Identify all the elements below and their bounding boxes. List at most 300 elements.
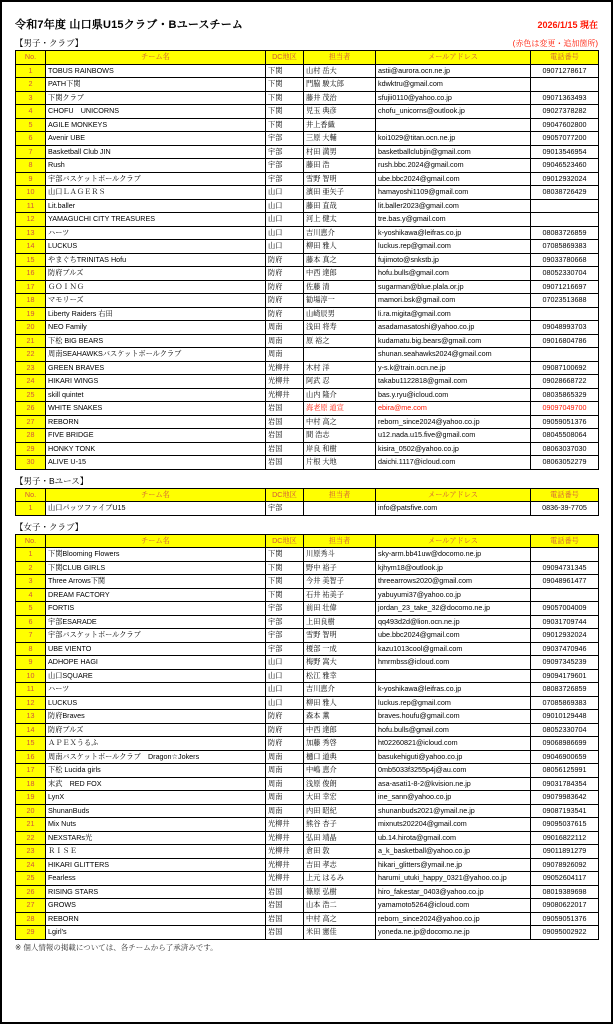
table-row: [16, 858, 599, 872]
cell-contact: 三原 大輔: [304, 132, 376, 146]
cell-team: Lit.baller: [46, 199, 266, 213]
cell-district: 光柳井: [266, 388, 304, 402]
cell-email: hmrmbss@icloud.com: [376, 656, 531, 670]
cell-district: 山口: [266, 186, 304, 200]
cell-district: 宇部: [266, 615, 304, 629]
cell-phone: 09048961477: [531, 575, 599, 589]
cell-email: qq493d2d@lion.ocn.ne.jp: [376, 615, 531, 629]
cell-email: y-s.k@train.ocn.ne.jp: [376, 361, 531, 375]
cell-no: 29: [16, 442, 46, 456]
cell-email: asa-asati1-8-2@kvision.ne.jp: [376, 777, 531, 791]
cell-district: 宇部: [266, 642, 304, 656]
cell-phone: [531, 78, 599, 92]
cell-phone: 08056125991: [531, 764, 599, 778]
column-header: No.: [16, 534, 46, 548]
cell-contact: 藤田 直哉: [304, 199, 376, 213]
cell-email: reborn_since2024@yahoo.co.jp: [376, 912, 531, 926]
cell-district: 周南: [266, 750, 304, 764]
cell-team: LUCKUS: [46, 240, 266, 254]
table-row: [16, 669, 599, 683]
red-change-note: (赤色は変更・追加箇所): [512, 39, 598, 48]
table-row: [16, 226, 599, 240]
cell-contact: 間 浩志: [304, 429, 376, 443]
cell-email: hiro_fakestar_0403@yahoo.co.jp: [376, 885, 531, 899]
cell-no: 24: [16, 858, 46, 872]
table-row: [16, 91, 599, 105]
cell-contact: 河上 健太: [304, 213, 376, 227]
cell-email: koi1029@titan.ocn.ne.jp: [376, 132, 531, 146]
cell-team: NEXSTARs光: [46, 831, 266, 845]
cell-no: 6: [16, 132, 46, 146]
column-header: 担当者: [304, 488, 376, 502]
cell-contact: 加藤 秀啓: [304, 737, 376, 751]
cell-no: 30: [16, 456, 46, 470]
cell-district: 下関: [266, 561, 304, 575]
cell-district: 山口: [266, 213, 304, 227]
cell-no: 4: [16, 588, 46, 602]
cell-district: 光柳井: [266, 361, 304, 375]
cell-email: hofu.bulls@gmail.com: [376, 723, 531, 737]
cell-no: 17: [16, 764, 46, 778]
table-row: [16, 656, 599, 670]
table-row: [16, 750, 599, 764]
cell-district: 山口: [266, 669, 304, 683]
cell-email: asadamasatoshi@yahoo.co.jp: [376, 321, 531, 335]
table-row: [16, 926, 599, 940]
cell-contact: 山崎辰男: [304, 307, 376, 321]
cell-team: LUCKUS: [46, 696, 266, 710]
cell-team: HONKY TONK: [46, 442, 266, 456]
cell-contact: 吉川恵介: [304, 226, 376, 240]
cell-contact: 中西 達郎: [304, 723, 376, 737]
cell-district: 岩国: [266, 912, 304, 926]
table-row: [16, 777, 599, 791]
column-header: No.: [16, 51, 46, 65]
cell-phone: 09078926092: [531, 858, 599, 872]
cell-contact: 吉川恵介: [304, 683, 376, 697]
title-row: [15, 16, 598, 32]
cell-email: basketballclubjin@gmail.com: [376, 145, 531, 159]
table-row: [16, 561, 599, 575]
cell-district: 宇部: [266, 132, 304, 146]
cell-no: 12: [16, 213, 46, 227]
cell-team: ＧＯＩＮＧ: [46, 280, 266, 294]
cell-team: 末武 RED FOX: [46, 777, 266, 791]
cell-team: FORTIS: [46, 602, 266, 616]
cell-district: 光柳井: [266, 375, 304, 389]
cell-contact: 門脇 駿太郎: [304, 78, 376, 92]
cell-team: REBORN: [46, 912, 266, 926]
cell-no: 19: [16, 307, 46, 321]
table-row: [16, 845, 599, 859]
cell-team: AGILE MONKEYS: [46, 118, 266, 132]
cell-phone: 09059051376: [531, 415, 599, 429]
cell-contact: 児玉 典彦: [304, 105, 376, 119]
cell-no: 13: [16, 226, 46, 240]
cell-phone: 09027378282: [531, 105, 599, 119]
cell-contact: 上元 はるみ: [304, 872, 376, 886]
cell-no: 17: [16, 280, 46, 294]
cell-district: 宇部: [266, 172, 304, 186]
table-row: [16, 348, 599, 362]
cell-team: UBE VIENTO: [46, 642, 266, 656]
cell-no: 11: [16, 199, 46, 213]
cell-email: kudamatu.big.bears@gmail.com: [376, 334, 531, 348]
cell-email: yabuyumi37@yahoo.co.jp: [376, 588, 531, 602]
cell-email: luckus.rep@gmail.com: [376, 240, 531, 254]
cell-phone: 09028668722: [531, 375, 599, 389]
cell-no: 7: [16, 629, 46, 643]
table-row: [16, 548, 599, 562]
cell-phone: 09097345239: [531, 656, 599, 670]
cell-team: HIKARI WINGS: [46, 375, 266, 389]
cell-email: luckus.rep@gmail.com: [376, 696, 531, 710]
cell-email: lit.baller2023@gmail.com: [376, 199, 531, 213]
cell-team: 防府ブルズ: [46, 723, 266, 737]
cell-contact: 佐藤 清: [304, 280, 376, 294]
cell-team: Mix Nuts: [46, 818, 266, 832]
cell-email: kisira_0502@yahoo.co.jp: [376, 442, 531, 456]
cell-phone: [531, 213, 599, 227]
cell-no: 28: [16, 429, 46, 443]
cell-contact: 松江 雅幸: [304, 669, 376, 683]
cell-contact: 中嶋 恵介: [304, 764, 376, 778]
cell-contact: 熊谷 杏子: [304, 818, 376, 832]
cell-district: 岩国: [266, 429, 304, 443]
cell-contact: 勧場淳一: [304, 294, 376, 308]
cell-no: 11: [16, 683, 46, 697]
cell-phone: 08083726859: [531, 226, 599, 240]
cell-email: basukehiguti@yahoo.co.jp: [376, 750, 531, 764]
cell-team: 宇部バスケットボールクラブ: [46, 172, 266, 186]
cell-email: reborn_since2024@yahoo.co.jp: [376, 415, 531, 429]
cell-contact: 雪野 智明: [304, 172, 376, 186]
cell-no: 27: [16, 899, 46, 913]
cell-no: 26: [16, 402, 46, 416]
cell-email: [376, 118, 531, 132]
cell-team: 下松 BIG BEARS: [46, 334, 266, 348]
table-row: [16, 737, 599, 751]
table-row: [16, 723, 599, 737]
cell-team: TOBUS RAINBOWS: [46, 64, 266, 78]
cell-no: 6: [16, 615, 46, 629]
cell-team: ハーツ: [46, 683, 266, 697]
as-of-date: 2026/1/15 現在: [537, 20, 598, 30]
cell-district: 光柳井: [266, 872, 304, 886]
cell-email: sky-arm.bb41uw@docomo.ne.jp: [376, 548, 531, 562]
cell-no: 8: [16, 642, 46, 656]
cell-district: 宇部: [266, 629, 304, 643]
cell-no: 23: [16, 361, 46, 375]
cell-district: 周南: [266, 764, 304, 778]
cell-district: 下関: [266, 575, 304, 589]
cell-phone: 09012932024: [531, 629, 599, 643]
table-row: [16, 145, 599, 159]
cell-no: 19: [16, 791, 46, 805]
cell-no: 28: [16, 912, 46, 926]
cell-contact: 中西 達郎: [304, 267, 376, 281]
cell-contact: 山本 浩二: [304, 899, 376, 913]
table-row: [16, 764, 599, 778]
cell-team: 防府ブルズ: [46, 267, 266, 281]
section-head-mens-club: [15, 37, 598, 49]
table-row: [16, 502, 599, 516]
cell-team: ＡＰＥＸうるふ: [46, 737, 266, 751]
table-row: [16, 629, 599, 643]
cell-contact: 川原秀斗: [304, 548, 376, 562]
table-row: [16, 118, 599, 132]
cell-contact: 浅田 将寿: [304, 321, 376, 335]
cell-contact: 今井 美智子: [304, 575, 376, 589]
cell-team: マモリーズ: [46, 294, 266, 308]
cell-district: 宇部: [266, 145, 304, 159]
cell-contact: 柳田 雅人: [304, 240, 376, 254]
cell-phone: 09031709744: [531, 615, 599, 629]
mens-byouth-table: [15, 488, 598, 516]
section-head-mens-byouth: [15, 475, 598, 487]
header-row: [16, 534, 599, 548]
cell-contact: 山村 岳大: [304, 64, 376, 78]
cell-phone: 09080622017: [531, 899, 599, 913]
cell-phone: 09087100692: [531, 361, 599, 375]
table-row: [16, 683, 599, 697]
cell-no: 20: [16, 321, 46, 335]
cell-phone: 08052330704: [531, 723, 599, 737]
cell-district: 下関: [266, 118, 304, 132]
cell-team: DREAM FACTORY: [46, 588, 266, 602]
cell-phone: 09094731345: [531, 561, 599, 575]
cell-district: 防府: [266, 280, 304, 294]
cell-district: 岩国: [266, 926, 304, 940]
cell-district: 防府: [266, 267, 304, 281]
mens-club-table: [15, 50, 598, 470]
cell-phone: 09033780668: [531, 253, 599, 267]
cell-no: 14: [16, 240, 46, 254]
cell-no: 29: [16, 926, 46, 940]
cell-district: 下関: [266, 588, 304, 602]
cell-email: ine_sann@yahoo.co.jp: [376, 791, 531, 805]
cell-phone: 07085869383: [531, 696, 599, 710]
cell-email: hamayoshi1109@gmail.com: [376, 186, 531, 200]
cell-team: 山口SQUARE: [46, 669, 266, 683]
cell-email: threearrows2020@gmail.com: [376, 575, 531, 589]
table-row: [16, 64, 599, 78]
cell-no: 16: [16, 750, 46, 764]
cell-contact: 中村 高之: [304, 912, 376, 926]
cell-email: sfujii0110@yahoo.co.jp: [376, 91, 531, 105]
cell-email: kazu1013cool@gmail.com: [376, 642, 531, 656]
cell-district: 山口: [266, 226, 304, 240]
cell-district: 周南: [266, 321, 304, 335]
cell-district: 山口: [266, 199, 304, 213]
cell-team: GROWS: [46, 899, 266, 913]
cell-district: 下関: [266, 78, 304, 92]
header-row: [16, 51, 599, 65]
cell-email: daichi.1117@icloud.com: [376, 456, 531, 470]
cell-district: 光柳井: [266, 831, 304, 845]
cell-team: PATH下関: [46, 78, 266, 92]
table-row: [16, 294, 599, 308]
column-header: DC地区: [266, 51, 304, 65]
roster-table: [15, 488, 599, 516]
table-row: [16, 321, 599, 335]
cell-contact: 村田 満男: [304, 145, 376, 159]
cell-district: 宇部: [266, 159, 304, 173]
cell-phone: 09094179601: [531, 669, 599, 683]
table-row: [16, 615, 599, 629]
cell-no: 3: [16, 575, 46, 589]
cell-contact: 吉田 孝志: [304, 858, 376, 872]
cell-email: ube.bbc2024@gmail.com: [376, 629, 531, 643]
column-header: 電話番号: [531, 488, 599, 502]
cell-contact: 濱田 亜矢子: [304, 186, 376, 200]
cell-no: 1: [16, 548, 46, 562]
table-row: [16, 307, 599, 321]
cell-phone: 09010129448: [531, 710, 599, 724]
cell-district: 防府: [266, 294, 304, 308]
cell-no: 15: [16, 737, 46, 751]
cell-team: REBORN: [46, 415, 266, 429]
cell-no: 1: [16, 502, 46, 516]
table-row: [16, 267, 599, 281]
cell-team: FIVE BRIDGE: [46, 429, 266, 443]
table-row: [16, 696, 599, 710]
cell-no: 5: [16, 602, 46, 616]
cell-phone: 09079983642: [531, 791, 599, 805]
cell-no: 27: [16, 415, 46, 429]
cell-contact: [304, 502, 376, 516]
cell-contact: 榎部 一成: [304, 642, 376, 656]
cell-team: 下関CLUB GIRLS: [46, 561, 266, 575]
cell-team: ＲＩＳＥ: [46, 845, 266, 859]
cell-no: 15: [16, 253, 46, 267]
table-row: [16, 240, 599, 254]
column-header: メールアドレス: [376, 534, 531, 548]
cell-district: 宇部: [266, 602, 304, 616]
cell-district: 周南: [266, 777, 304, 791]
table-row: [16, 280, 599, 294]
cell-district: 周南: [266, 791, 304, 805]
cell-phone: 08045508064: [531, 429, 599, 443]
cell-phone: 09011891279: [531, 845, 599, 859]
cell-no: 21: [16, 818, 46, 832]
cell-contact: 米田 憲佳: [304, 926, 376, 940]
cell-district: 周南: [266, 348, 304, 362]
cell-contact: 弘田 靖晶: [304, 831, 376, 845]
cell-no: 25: [16, 872, 46, 886]
cell-phone: 09071278617: [531, 64, 599, 78]
cell-district: 防府: [266, 737, 304, 751]
cell-phone: 09013546954: [531, 145, 599, 159]
cell-team: Fearless: [46, 872, 266, 886]
cell-contact: 原 裕之: [304, 334, 376, 348]
cell-email: bas.y.ryu@icloud.com: [376, 388, 531, 402]
table-row: [16, 872, 599, 886]
cell-contact: 森本 薫: [304, 710, 376, 724]
table-row: [16, 199, 599, 213]
cell-email: rush.bbc.2024@gmail.com: [376, 159, 531, 173]
cell-team: 周南バスケットボールクラブ Dragon☆Jokers: [46, 750, 266, 764]
table-row: [16, 388, 599, 402]
cell-contact: 藤田 浩: [304, 159, 376, 173]
cell-email: yamamoto5264@icloud.com: [376, 899, 531, 913]
cell-team: skill quintet: [46, 388, 266, 402]
cell-team: ハーツ: [46, 226, 266, 240]
cell-email: info@patsfive.com: [376, 502, 531, 516]
cell-no: 8: [16, 159, 46, 173]
table-row: [16, 159, 599, 173]
cell-phone: 07085869383: [531, 240, 599, 254]
table-row: [16, 132, 599, 146]
cell-no: 22: [16, 348, 46, 362]
cell-phone: 09095002922: [531, 926, 599, 940]
cell-contact: 浅原 俊朗: [304, 777, 376, 791]
cell-phone: 09097049700: [531, 402, 599, 416]
cell-email: jordan_23_take_32@docomo.ne.jp: [376, 602, 531, 616]
cell-email: mixnuts202204@gmail.com: [376, 818, 531, 832]
cell-phone: 09057004009: [531, 602, 599, 616]
cell-email: chofu_unicorns@outlook.jp: [376, 105, 531, 119]
cell-phone: 08035865329: [531, 388, 599, 402]
cell-team: 山口パッツファイブU15: [46, 502, 266, 516]
cell-contact: 上田良樹: [304, 615, 376, 629]
cell-no: 23: [16, 845, 46, 859]
table-row: [16, 375, 599, 389]
cell-contact: [304, 348, 376, 362]
cell-phone: 08063052279: [531, 456, 599, 470]
cell-email: braves.houfu@gmail.com: [376, 710, 531, 724]
column-header: 担当者: [304, 534, 376, 548]
cell-no: 14: [16, 723, 46, 737]
cell-district: 防府: [266, 253, 304, 267]
cell-district: 下関: [266, 91, 304, 105]
table-row: [16, 791, 599, 805]
cell-phone: 09031784354: [531, 777, 599, 791]
cell-team: Lgirl's: [46, 926, 266, 940]
cell-contact: 岸良 和樹: [304, 442, 376, 456]
cell-contact: 前田 壮偉: [304, 602, 376, 616]
cell-email: shunanbuds2021@ymail.ne.jp: [376, 804, 531, 818]
cell-district: 周南: [266, 804, 304, 818]
cell-contact: 倉田 敦: [304, 845, 376, 859]
cell-email: ube.bbc2024@gmail.com: [376, 172, 531, 186]
cell-phone: 09037470946: [531, 642, 599, 656]
cell-contact: 樋口 道典: [304, 750, 376, 764]
column-header: チーム名: [46, 488, 266, 502]
cell-district: 防府: [266, 723, 304, 737]
cell-district: 山口: [266, 683, 304, 697]
cell-team: LynX: [46, 791, 266, 805]
column-header: チーム名: [46, 51, 266, 65]
table-row: [16, 912, 599, 926]
cell-team: 防府Braves: [46, 710, 266, 724]
cell-phone: [531, 199, 599, 213]
cell-phone: [531, 588, 599, 602]
cell-email: astii@aurora.ocn.ne.jp: [376, 64, 531, 78]
cell-team: Three Arrows下関: [46, 575, 266, 589]
cell-no: 5: [16, 118, 46, 132]
column-header: 電話番号: [531, 51, 599, 65]
cell-no: 2: [16, 561, 46, 575]
cell-team: WHITE SNAKES: [46, 402, 266, 416]
cell-phone: 09047602800: [531, 118, 599, 132]
cell-contact: 藤井 茂治: [304, 91, 376, 105]
cell-email: a_k_basketball@yahoo.co.jp: [376, 845, 531, 859]
table-row: [16, 186, 599, 200]
cell-team: Rush: [46, 159, 266, 173]
column-header: 電話番号: [531, 534, 599, 548]
cell-email: ht02260821@icloud.com: [376, 737, 531, 751]
